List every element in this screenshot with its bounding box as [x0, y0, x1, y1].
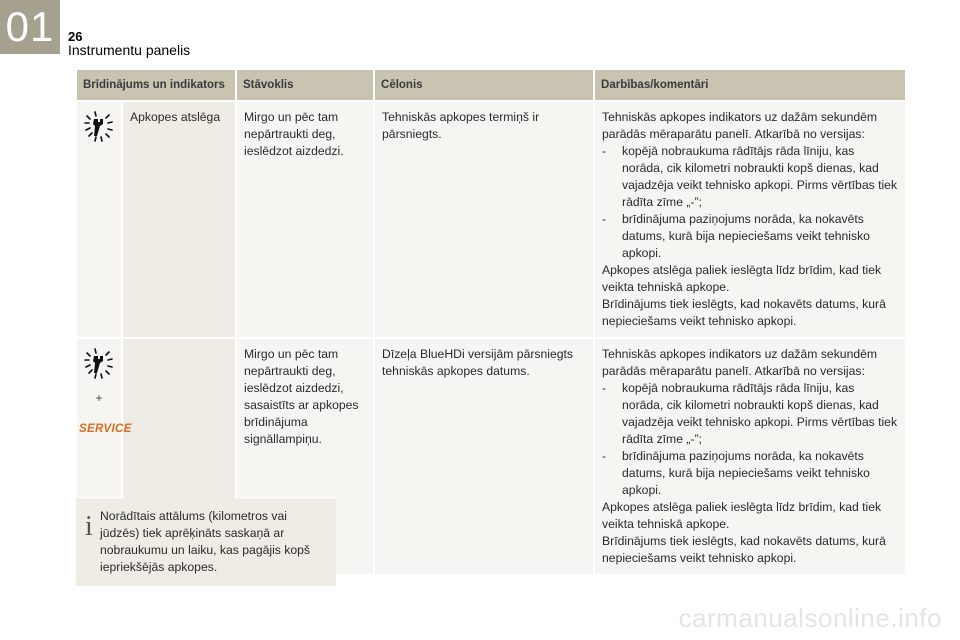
- cause-cell: Tehniskās apkopes termiņš ir pārsniegts.: [375, 102, 593, 337]
- section-title: Instrumentu panelis: [68, 42, 191, 58]
- info-note: [76, 499, 336, 586]
- state-cell: Mirgo un pēc tam nepārtraukti deg, ieslēdzot aizdedzi.: [237, 102, 373, 337]
- state-cell: Mirgo un pēc tam nepārtraukti deg, ieslēdzot aizdedzi, sasaistīts ar apkopes brīdinājuma signāllampiņu.: [237, 339, 373, 574]
- comment-bullet: - brīdinājuma paziņojums norāda, ka nokavēts datums, kurā bija nepieciešams veikt tehnisko apkopi.: [602, 449, 870, 497]
- comment-outro: Brīdinājums tiek ieslēgts, kad nokavēts datums, kurā nepieciešams veikt tehnisko apkopi.: [602, 534, 886, 565]
- comment-outro: Brīdinājums tiek ieslēgts, kad nokavēts datums, kurā nepieciešams veikt tehnisko apkopi.: [602, 297, 886, 328]
- comment-outro: Apkopes atslēga paliek ieslēgta līdz brīdim, kad tiek veikta tehniskā apkope.: [602, 500, 882, 531]
- comment-intro: Tehniskās apkopes indikators uz dažām sekundēm parādās mēraparātu panelī. Atkarībā no versijas:: [602, 110, 878, 141]
- comment-outro: Apkopes atslēga paliek ieslēgta līdz brīdim, kad tiek veikta tehniskā apkope.: [602, 263, 882, 294]
- indicator-icon-cell: [77, 102, 121, 337]
- table-row: [77, 102, 905, 337]
- comment-bullet: - kopējā nobraukuma rādītājs rāda līniju, kas norāda, cik kilometri nobraukti kopš dienas, kad vajadzēja veikt tehnisko apkopi. Pirms vērtības tiek rādīta zīme „-”;: [602, 144, 898, 209]
- comment-intro: Tehniskās apkopes indikators uz dažām sekundēm parādās mēraparātu panelī. Atkarībā no versijas:: [602, 347, 878, 378]
- wrench-icon: [83, 372, 115, 386]
- cause-cell: Dīzeļa BlueHDi versijām pārsniegts tehniskās apkopes datums.: [375, 339, 593, 574]
- chapter-tab: 01: [0, 0, 60, 54]
- indicator-label: Apkopes atslēga: [123, 102, 235, 337]
- column-header-cause: Cēlonis: [375, 70, 593, 100]
- column-header-indicator: Brīdinājums un indikators: [77, 70, 235, 100]
- comment-bullet: - kopējā nobraukuma rādītājs rāda līniju, kas norāda, cik kilometri nobraukti kopš dienas, kad vajadzēja veikt tehnisko apkopi. Pirms vērtības tiek rādīta zīme „-”;: [602, 381, 898, 446]
- column-header-state: Stāvoklis: [237, 70, 373, 100]
- wrench-icon: [83, 135, 115, 149]
- service-indicator-label: SERVICE: [79, 423, 132, 435]
- comments-cell: [595, 339, 905, 574]
- table-header-row: [77, 70, 905, 100]
- info-icon: i: [85, 511, 93, 542]
- plus-sign: +: [95, 391, 103, 405]
- comments-cell: [595, 102, 905, 337]
- info-note-text: Norādītais attālums (kilometros vai jūdzēs) tiek aprēķināts saskaņā ar nobraukumu un laiku, kas pagājis kopš iepriekšējās apkopes.: [100, 509, 311, 574]
- page-number: 26: [68, 29, 83, 44]
- watermark: carmanualsonline.info: [678, 603, 942, 633]
- comment-bullet: - brīdinājuma paziņojums norāda, ka nokavēts datums, kurā bija nepieciešams veikt tehnisko apkopi.: [602, 212, 870, 260]
- column-header-comments: Darbības/komentāri: [595, 70, 905, 100]
